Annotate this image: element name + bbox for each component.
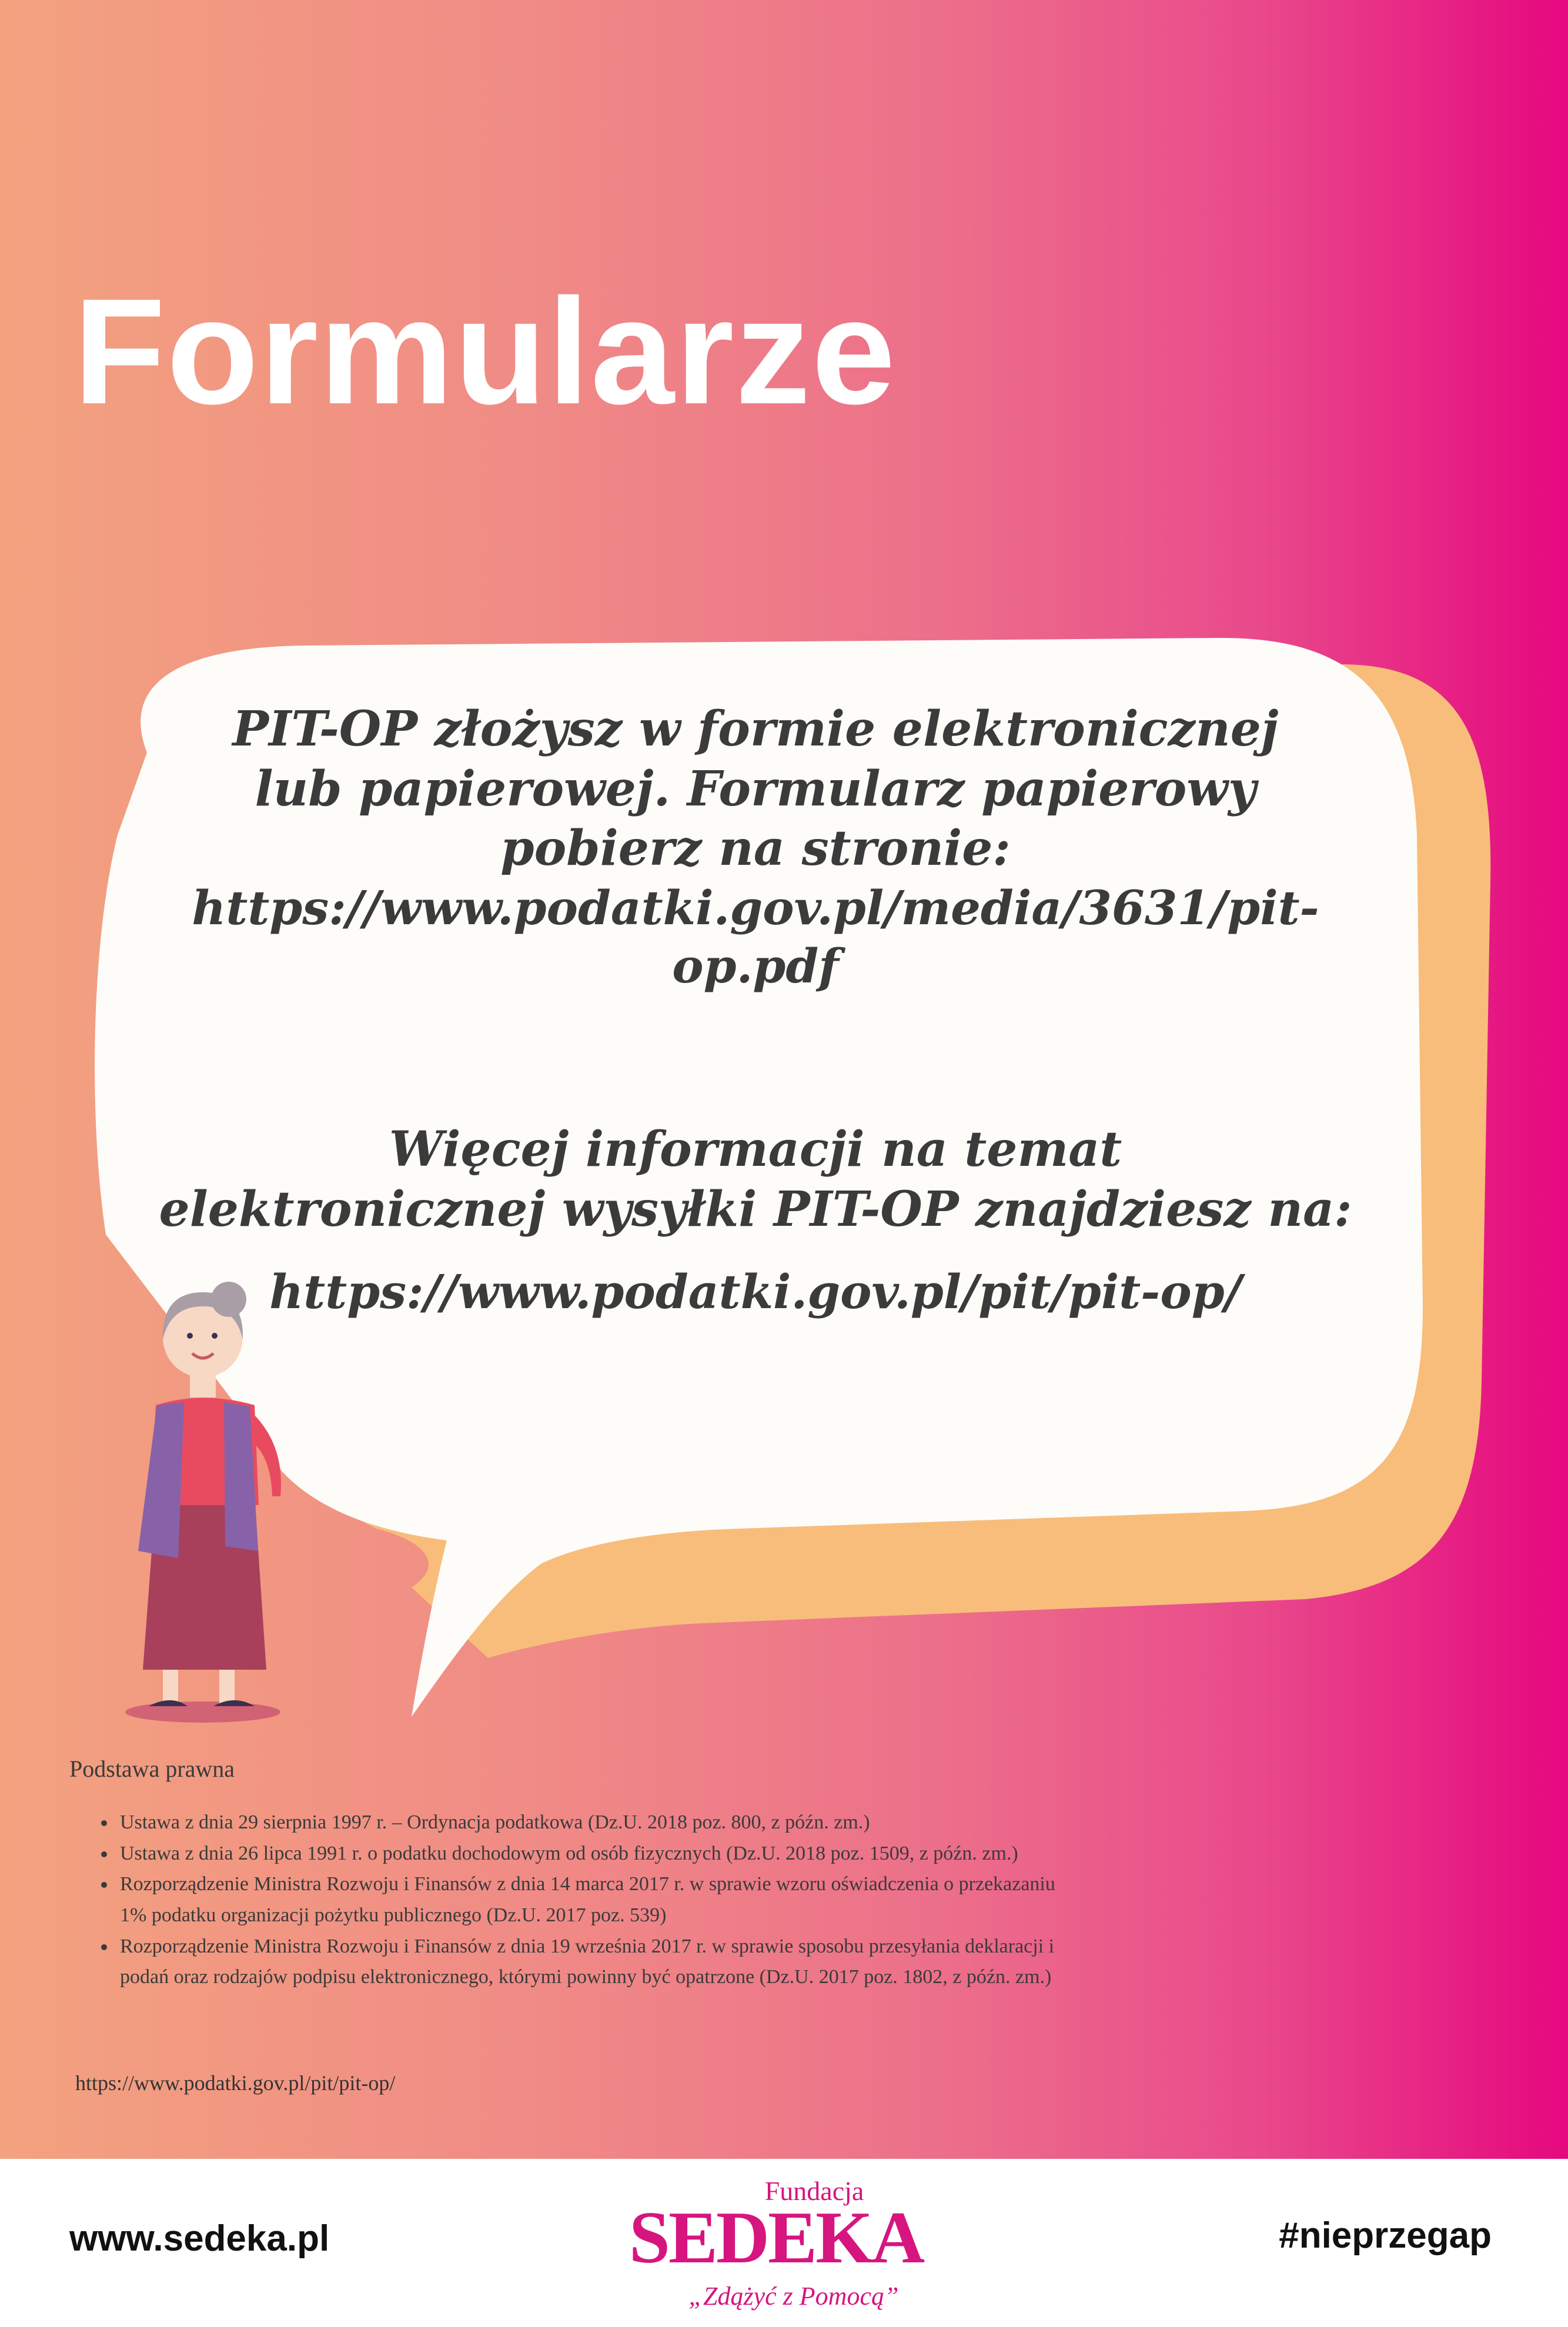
legal-basis-heading: Podstawa prawna bbox=[69, 1756, 235, 1782]
legal-basis-line: podań oraz rodzajów podpisu elektronicznego, którymi powinny być opatrzone (Dz.U. 2017 poz. 1802, z późn. zm.) bbox=[120, 1966, 1052, 1988]
source-link[interactable]: https://www.podatki.gov.pl/pit/pit-op/ bbox=[75, 2071, 396, 2095]
legal-basis-list bbox=[69, 1807, 1510, 1993]
elderly-woman-illustration bbox=[115, 1270, 291, 1728]
legal-basis-section bbox=[69, 1755, 1510, 1993]
legal-basis-line: Ustawa z dnia 26 lipca 1991 r. o podatku dochodowym od osób fizycznych (Dz.U. 2018 poz. 1509, z późn. zm.) bbox=[120, 1842, 1018, 1864]
poster-title: Formularze bbox=[73, 268, 897, 436]
pit-op-pdf-link[interactable]: https://www.podatki.gov.pl/media/3631/pit-op.pdf bbox=[192, 880, 1319, 994]
logo-foundation-label: Fundacja bbox=[764, 2176, 864, 2206]
legal-basis-item bbox=[116, 1931, 1510, 1993]
legal-basis-item bbox=[116, 1869, 1510, 1931]
logo-name: SEDEKA bbox=[628, 2197, 924, 2279]
bubble-line: lub papierowej. Formularz papierowy bbox=[255, 760, 1256, 817]
footer bbox=[0, 2159, 1568, 2327]
legal-basis-line: Ustawa z dnia 29 sierpnia 1997 r. – Ordynacja podatkowa (Dz.U. 2018 poz. 800, z późn. zm.) bbox=[120, 1811, 870, 1833]
bubble-paragraph-more-info bbox=[135, 1120, 1376, 1322]
fundacja-sedeka-logo bbox=[611, 2159, 941, 2327]
pit-op-info-link[interactable]: https://www.podatki.gov.pl/pit/pit-op/ bbox=[269, 1264, 1242, 1320]
bubble-line: pobierz na stronie: bbox=[500, 820, 1011, 877]
legal-basis-line: 1% podatku organizacji pożytku publicznego (Dz.U. 2017 poz. 539) bbox=[120, 1904, 667, 1927]
legal-basis-item bbox=[116, 1838, 1510, 1870]
bubble-line: Więcej informacji na temat bbox=[389, 1121, 1122, 1178]
bubble-line: elektronicznej wysyłki PIT-OP znajdziesz na: bbox=[159, 1181, 1352, 1238]
legal-basis-item bbox=[116, 1807, 1510, 1838]
hashtag: #nieprzegap bbox=[1279, 2215, 1492, 2256]
bubble-line: PIT-OP złożysz w formie elektronicznej bbox=[232, 701, 1279, 757]
legal-basis-line: Rozporządzenie Ministra Rozwoju i Finansów z dnia 19 września 2017 r. w sprawie sposobu przesyłania deklaracji i bbox=[120, 1935, 1055, 1957]
logo-motto: „Zdążyć z Pomocą” bbox=[688, 2282, 899, 2311]
legal-basis-line: Rozporządzenie Ministra Rozwoju i Finansów z dnia 14 marca 2017 r. w sprawie wzoru oświadczenia o przekazaniu bbox=[120, 1873, 1055, 1895]
website-link[interactable]: www.sedeka.pl bbox=[69, 2218, 330, 2259]
bubble-paragraph-pit-op-forms bbox=[135, 700, 1376, 995]
